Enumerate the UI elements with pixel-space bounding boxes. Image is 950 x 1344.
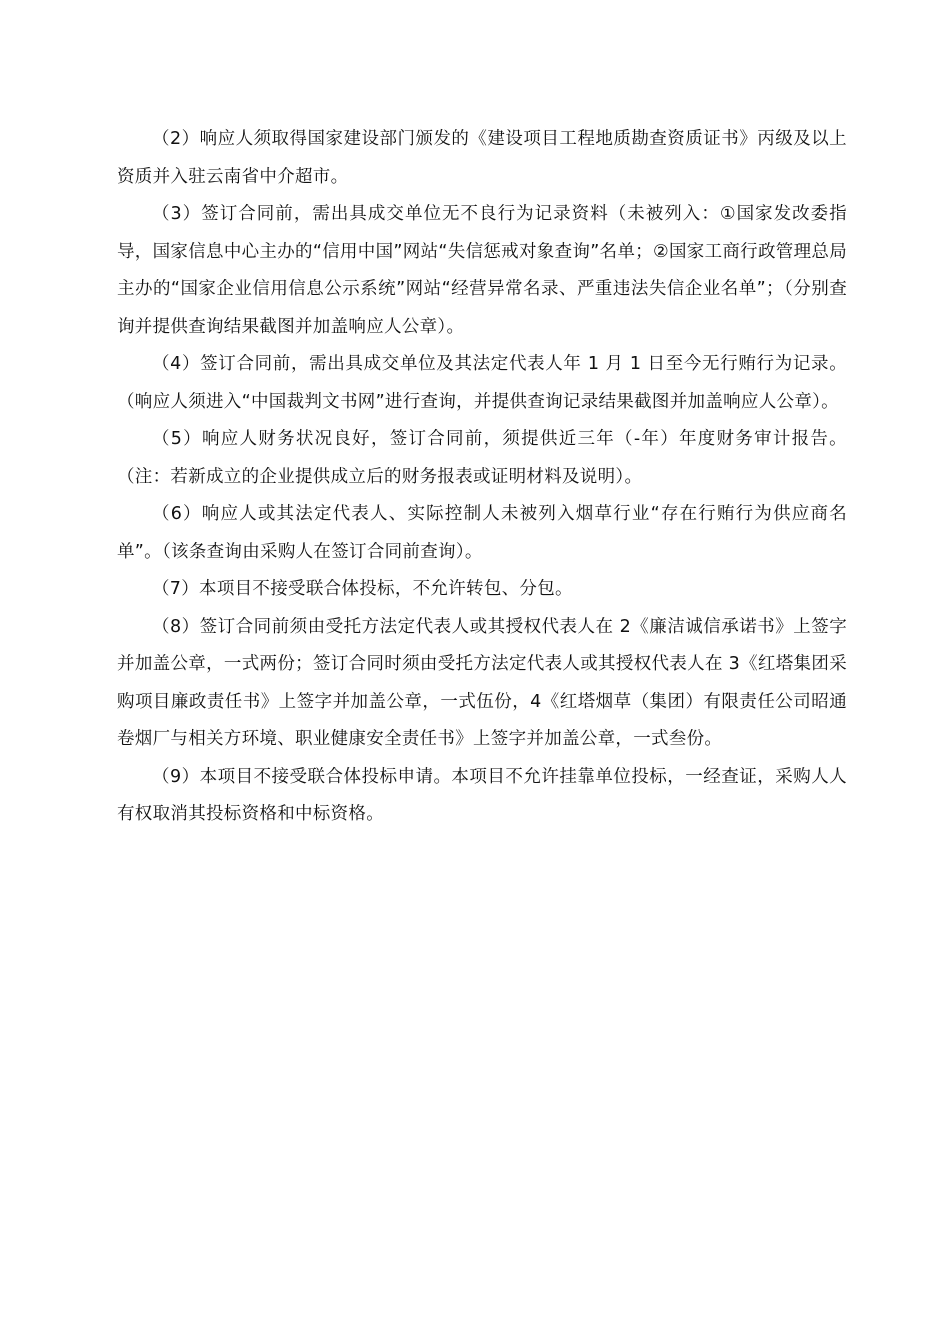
requirement-paragraph-6: （6）响应人或其法定代表人、实际控制人未被列入烟草行业“存在行贿行为供应商名单”。（该条查询由采购人在签订合同前查询）。 — [117, 504, 847, 562]
requirement-paragraph-9: （9）本项目不接受联合体投标申请。本项目不允许挂靠单位投标，一经查证，采购人人有权取消其投标资格和中标资格。 — [117, 766, 847, 824]
requirement-paragraph-2: （2）响应人须取得国家建设部门颁发的《建设项目工程地质勘查资质证书》丙级及以上资质并入驻云南省中介超市。 — [117, 129, 847, 187]
requirement-paragraph-8: （8）签订合同前须由受托方法定代表人或其授权代表人在 2《廉洁诚信承诺书》上签字并加盖公章，一式两份；签订合同时须由受托方法定代表人或其授权代表人在 3《红塔集团采购项目廉政责任书》上签字并加盖公章，一式伍份，4《红塔烟草（集团）有限责任公司昭通卷烟厂与相关方环境、职业健康安全责任书》上签字并加盖公章，一式叁份。 — [117, 616, 847, 749]
document-body — [117, 121, 847, 834]
requirement-paragraph-5: （5）响应人财务状况良好，签订合同前，须提供近三年（-年）年度财务审计报告。（注：若新成立的企业提供成立后的财务报表或证明材料及说明）。 — [117, 429, 847, 487]
requirement-paragraph-4: （4）签订合同前，需出具成交单位及其法定代表人年 1 月 1 日至今无行贿行为记录。（响应人须进入“中国裁判文书网”进行查询，并提供查询记录结果截图并加盖响应人公章）。 — [117, 354, 847, 412]
requirement-paragraph-7: （7）本项目不接受联合体投标，不允许转包、分包。 — [152, 579, 573, 599]
requirement-paragraph-3: （3）签订合同前，需出具成交单位无不良行为记录资料（未被列入：①国家发改委指导，国家信息中心主办的“信用中国”网站“失信惩戒对象查询”名单；②国家工商行政管理总局主办的“国家企业信用信息公示系统”网站“经营异常名录、严重违法失信企业名单”；（分别查询并提供查询结果截图并加盖响应人公章）。 — [117, 204, 847, 337]
